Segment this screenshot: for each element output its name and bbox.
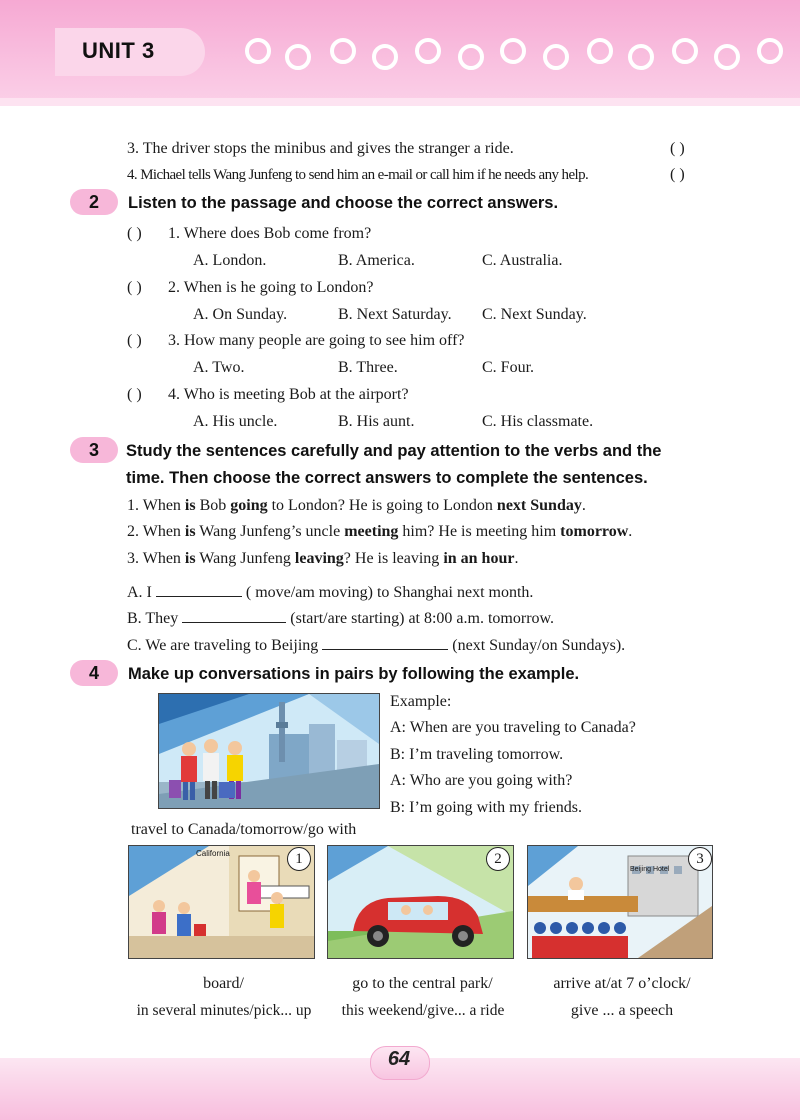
q1-text: 1. Where does Bob come from? xyxy=(168,225,372,242)
picture-2-number: 2 xyxy=(486,847,510,871)
example-caption: travel to Canada/tomorrow/go with xyxy=(131,821,357,838)
dialog-line-4: B: I’m going with my friends. xyxy=(390,799,582,816)
q4-paren[interactable]: ( ) xyxy=(127,386,142,403)
fill-blank-a[interactable] xyxy=(156,582,242,597)
ring-icon xyxy=(245,38,271,64)
picture-1-number: 1 xyxy=(287,847,311,871)
example-sentence-2: 2. When is Wang Junfeng’s uncle meeting him? He is meeting him tomorrow. xyxy=(127,523,633,540)
ring-icon xyxy=(757,38,783,64)
section-2-number: 2 xyxy=(88,192,99,212)
statement-3: 3. The driver stops the minibus and gives the stranger a ride. xyxy=(127,140,514,157)
q2-option-a[interactable]: A. On Sunday. xyxy=(193,306,288,323)
ring-icon xyxy=(372,44,398,70)
q2-option-b[interactable]: B. Next Saturday. xyxy=(338,306,452,323)
fill-blank-c[interactable] xyxy=(322,635,448,650)
example-picture xyxy=(158,693,380,809)
section-3-title-line1: Study the sentences carefully and pay attention to the verbs and the xyxy=(126,442,662,460)
picture-3-sign: Beijing Hotel xyxy=(630,866,670,873)
section-2-title: Listen to the passage and choose the correct answers. xyxy=(128,194,559,212)
q4-option-b[interactable]: B. His aunt. xyxy=(338,413,415,430)
statement-4-paren[interactable]: ( ) xyxy=(670,166,685,183)
ring-icon xyxy=(714,44,740,70)
statement-4: 4. Michael tells Wang Junfeng to send him an e-mail or call him if he needs any help. xyxy=(127,167,589,183)
q4-option-a[interactable]: A. His uncle. xyxy=(193,413,278,430)
picture-1-caption-line1: board/ xyxy=(203,975,244,992)
picture-3-caption-line2: give ... a speech xyxy=(570,1002,674,1019)
dialog-line-3: A: Who are you going with? xyxy=(390,772,573,789)
picture-3-number: 3 xyxy=(688,847,712,871)
ring-icon xyxy=(628,44,654,70)
unit-title: UNIT 3 xyxy=(82,38,155,63)
picture-2-caption-line2: this weekend/give... a ride xyxy=(341,1002,505,1019)
picture-1-sign: California xyxy=(196,849,230,858)
picture-3 xyxy=(527,845,713,959)
example-sentence-1: 1. When is Bob going to London? He is going to London next Sunday. xyxy=(127,497,586,514)
picture-2-caption-line1: go to the central park/ xyxy=(352,975,493,992)
section-4-title: Make up conversations in pairs by following the example. xyxy=(128,665,580,683)
fill-sentence-a: A. I ( move/am moving) to Shanghai next month. xyxy=(127,584,534,601)
section-4-number: 4 xyxy=(88,663,99,683)
ring-icon xyxy=(587,38,613,64)
q3-option-a[interactable]: A. Two. xyxy=(193,359,245,376)
picture-3-caption-line1: arrive at/at 7 o’clock/ xyxy=(553,975,691,992)
section-3-title-line2: time. Then choose the correct answers to complete the sentences. xyxy=(126,469,648,487)
example-sentence-3: 3. When is Wang Junfeng leaving? He is leaving in an hour. xyxy=(127,550,519,567)
example-label: Example: xyxy=(390,693,452,710)
q1-option-a[interactable]: A. London. xyxy=(193,252,267,269)
ring-icon xyxy=(543,44,569,70)
ring-icon xyxy=(500,38,526,64)
ring-icon xyxy=(285,44,311,70)
q4-text: 4. Who is meeting Bob at the airport? xyxy=(168,386,409,403)
q2-text: 2. When is he going to London? xyxy=(168,279,374,296)
q3-paren[interactable]: ( ) xyxy=(127,332,142,349)
fill-sentence-c: C. We are traveling to Beijing (next Sunday/on Sundays). xyxy=(127,637,626,654)
q3-text: 3. How many people are going to see him off? xyxy=(168,332,465,349)
q3-option-c[interactable]: C. Four. xyxy=(482,359,535,376)
header-band xyxy=(0,98,800,106)
q1-option-c[interactable]: C. Australia. xyxy=(482,252,563,269)
q4-option-c[interactable]: C. His classmate. xyxy=(482,413,594,430)
q2-option-c[interactable]: C. Next Sunday. xyxy=(482,306,587,323)
ring-icon xyxy=(330,38,356,64)
q2-paren[interactable]: ( ) xyxy=(127,279,142,296)
dialog-line-2: B: I’m traveling tomorrow. xyxy=(390,746,564,763)
page-number: 64 xyxy=(387,1048,411,1070)
ring-icon xyxy=(672,38,698,64)
ring-icon xyxy=(415,38,441,64)
statement-3-paren[interactable]: ( ) xyxy=(670,140,685,157)
fill-sentence-b: B. They (start/are starting) at 8:00 a.m. tomorrow. xyxy=(127,610,555,627)
section-3-number: 3 xyxy=(88,440,99,460)
ring-icon xyxy=(458,44,484,70)
dialog-line-1: A: When are you traveling to Canada? xyxy=(390,719,636,736)
fill-blank-b[interactable] xyxy=(182,608,286,623)
picture-1-caption-line2: in several minutes/pick... up xyxy=(136,1002,312,1019)
q1-paren[interactable]: ( ) xyxy=(127,225,142,242)
q1-option-b[interactable]: B. America. xyxy=(338,252,415,269)
q3-option-b[interactable]: B. Three. xyxy=(338,359,398,376)
